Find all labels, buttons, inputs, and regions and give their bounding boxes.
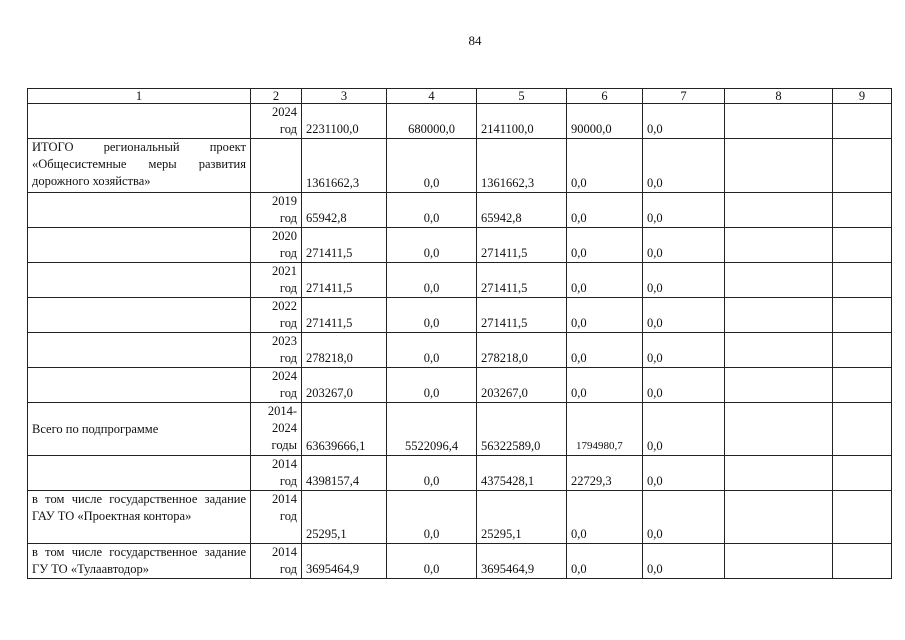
extrabudget-value: 0,0 (643, 456, 725, 491)
row-period: 2021 год (251, 263, 302, 298)
regional-value: 271411,5 (477, 228, 567, 263)
table-row (28, 491, 892, 544)
federal-value: 0,0 (387, 228, 477, 263)
total-value: 203267,0 (302, 368, 387, 403)
total-value: 1361662,3 (302, 139, 387, 193)
municipal-value: 0,0 (567, 491, 643, 544)
table-row (28, 544, 892, 579)
municipal-value: 0,0 (567, 139, 643, 193)
regional-value: 271411,5 (477, 298, 567, 333)
municipal-value: 0,0 (567, 228, 643, 263)
col8-cell (725, 544, 833, 579)
col8-cell (725, 298, 833, 333)
federal-value: 0,0 (387, 333, 477, 368)
row-period: 2019 год (251, 193, 302, 228)
table-row (28, 298, 892, 333)
table-row (28, 139, 892, 193)
row-period: 2023 год (251, 333, 302, 368)
federal-value: 0,0 (387, 298, 477, 333)
table-row (28, 193, 892, 228)
row-label (28, 228, 251, 263)
row-label (28, 298, 251, 333)
row-label: в том числе государственное задание ГАУ ТО «Проектная контора» (28, 491, 251, 544)
col8-cell (725, 368, 833, 403)
row-period: 2014 год (251, 456, 302, 491)
regional-value: 203267,0 (477, 368, 567, 403)
column-header: 6 (567, 89, 643, 104)
col9-cell (833, 456, 892, 491)
federal-value: 0,0 (387, 193, 477, 228)
regional-value: 3695464,9 (477, 544, 567, 579)
col9-cell (833, 263, 892, 298)
extrabudget-value: 0,0 (643, 544, 725, 579)
regional-value: 2141100,0 (477, 104, 567, 139)
total-value: 271411,5 (302, 263, 387, 298)
extrabudget-value: 0,0 (643, 228, 725, 263)
extrabudget-value: 0,0 (643, 333, 725, 368)
col8-cell (725, 139, 833, 193)
regional-value: 278218,0 (477, 333, 567, 368)
federal-value: 0,0 (387, 368, 477, 403)
regional-value: 271411,5 (477, 263, 567, 298)
col8-cell (725, 228, 833, 263)
col9-cell (833, 333, 892, 368)
table-row (28, 263, 892, 298)
row-label: Всего по подпрограмме (28, 403, 251, 456)
table-row (28, 333, 892, 368)
header-row (28, 89, 892, 104)
municipal-value: 0,0 (567, 263, 643, 298)
col9-cell (833, 368, 892, 403)
col9-cell (833, 491, 892, 544)
column-header: 4 (387, 89, 477, 104)
total-value: 271411,5 (302, 298, 387, 333)
municipal-value: 0,0 (567, 298, 643, 333)
municipal-value: 0,0 (567, 368, 643, 403)
row-period: 2014 год (251, 491, 302, 544)
row-label (28, 368, 251, 403)
row-label (28, 193, 251, 228)
row-period (251, 139, 302, 193)
extrabudget-value: 0,0 (643, 104, 725, 139)
municipal-value: 0,0 (567, 193, 643, 228)
extrabudget-value: 0,0 (643, 263, 725, 298)
extrabudget-value: 0,0 (643, 193, 725, 228)
column-header: 1 (28, 89, 251, 104)
column-header: 2 (251, 89, 302, 104)
table-row (28, 403, 892, 456)
regional-value: 25295,1 (477, 491, 567, 544)
row-label: в том числе государственное задание ГУ ТО «Тулаавтодор» (28, 544, 251, 579)
page-number: 84 (468, 33, 482, 48)
regional-value: 4375428,1 (477, 456, 567, 491)
federal-value: 0,0 (387, 139, 477, 193)
row-period: 2014- 2024 годы (251, 403, 302, 456)
col8-cell (725, 263, 833, 298)
col9-cell (833, 298, 892, 333)
federal-value: 0,0 (387, 456, 477, 491)
row-label: ИТОГО региональный проект «Общесистемные меры развития дорожного хозяйства» (28, 139, 251, 193)
federal-value: 0,0 (387, 491, 477, 544)
total-value: 65942,8 (302, 193, 387, 228)
column-header: 9 (833, 89, 892, 104)
col9-cell (833, 193, 892, 228)
row-period: 2014 год (251, 544, 302, 579)
table-row (28, 456, 892, 491)
municipal-value: 22729,3 (567, 456, 643, 491)
total-value: 4398157,4 (302, 456, 387, 491)
extrabudget-value: 0,0 (643, 403, 725, 456)
budget-table (27, 88, 892, 579)
extrabudget-value: 0,0 (643, 139, 725, 193)
federal-value: 0,0 (387, 263, 477, 298)
column-header: 8 (725, 89, 833, 104)
table-row (28, 104, 892, 139)
table-row (28, 368, 892, 403)
row-period: 2022 год (251, 298, 302, 333)
col8-cell (725, 491, 833, 544)
federal-value: 0,0 (387, 544, 477, 579)
col8-cell (725, 193, 833, 228)
federal-value: 5522096,4 (387, 403, 477, 456)
regional-value: 1361662,3 (477, 139, 567, 193)
column-header: 3 (302, 89, 387, 104)
column-header: 5 (477, 89, 567, 104)
row-label (28, 263, 251, 298)
total-value: 25295,1 (302, 491, 387, 544)
col8-cell (725, 333, 833, 368)
col9-cell (833, 139, 892, 193)
row-label (28, 104, 251, 139)
row-label (28, 456, 251, 491)
extrabudget-value: 0,0 (643, 368, 725, 403)
municipal-value: 90000,0 (567, 104, 643, 139)
col8-cell (725, 104, 833, 139)
extrabudget-value: 0,0 (643, 298, 725, 333)
col9-cell (833, 228, 892, 263)
municipal-value: 0,0 (567, 544, 643, 579)
municipal-value: 1794980,7 (567, 403, 643, 456)
total-value: 2231100,0 (302, 104, 387, 139)
col9-cell (833, 403, 892, 456)
row-period: 2024 год (251, 368, 302, 403)
total-value: 271411,5 (302, 228, 387, 263)
regional-value: 65942,8 (477, 193, 567, 228)
table-row (28, 228, 892, 263)
col9-cell (833, 544, 892, 579)
column-header: 7 (643, 89, 725, 104)
total-value: 3695464,9 (302, 544, 387, 579)
total-value: 278218,0 (302, 333, 387, 368)
regional-value: 56322589,0 (477, 403, 567, 456)
col8-cell (725, 456, 833, 491)
federal-value: 680000,0 (387, 104, 477, 139)
row-period: 2024 год (251, 104, 302, 139)
col9-cell (833, 104, 892, 139)
total-value: 63639666,1 (302, 403, 387, 456)
extrabudget-value: 0,0 (643, 491, 725, 544)
row-period: 2020 год (251, 228, 302, 263)
col8-cell (725, 403, 833, 456)
row-label (28, 333, 251, 368)
municipal-value: 0,0 (567, 333, 643, 368)
